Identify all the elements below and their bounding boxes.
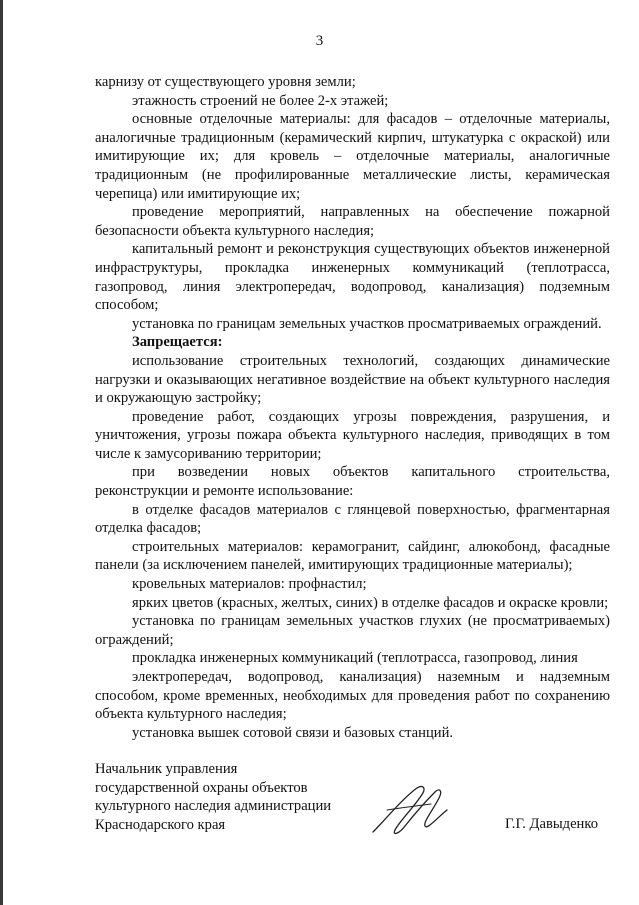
paragraph: установка вышек сотовой связи и базовых станций. [132,724,454,741]
paragraph: установка по границам земельных участков просматриваемых ограждений. [132,315,602,332]
paragraph: этажность строений не более 2-х этажей; [132,92,389,109]
paragraph: прокладка инженерных коммуникаций (теплотрасса, газопровод, линия [132,650,578,667]
paragraph: капитальный ремонт и реконструкция существующих объектов инженерной инфраструктуры, прокладка инженерных коммуникаций (теплотрасса, газопровод, линия электропередач, водопровод, канализация) подземным способом; [95,241,610,314]
paragraph: использование строительных технологий, создающих динамические нагрузки и оказывающих негативное воздействие на объект культурного наследия и окружающую застройку; [95,352,610,407]
paragraph: установка по границам земельных участков глухих (не просматриваемых) ограждений; [95,613,610,648]
signature-block [95,760,610,834]
paragraph: карнизу от существующего уровня земли; [95,74,356,90]
signatory-name: Г.Г. Давыденко [505,816,599,832]
paragraph: ярких цветов (красных, желтых, синих) в отделке фасадов и окраске кровли; [132,594,609,611]
paragraph: электропередач, водопровод, канализация) наземным и надземным способом, кроме временных, необходимых для проведения работ по сохранению объекта культурного наследия; [95,669,610,723]
paragraph: проведение работ, создающих угрозы повреждения, разрушения, и уничтожения, угрозы пожара объекта культурного наследия, приводящих в том числе к замусориванию территории; [95,408,610,462]
section-heading: Запрещается: [132,334,223,351]
paragraph: проведение мероприятий, направленных на обеспечение пожарной безопасности объекта культурного наследия; [95,204,610,239]
document-body [95,73,610,742]
page-number: 3 [315,33,324,49]
signatory-title-line: Краснодарского края [95,816,226,833]
handwritten-signature [365,780,455,840]
signatory-title-line: государственной охраны объектов [95,779,308,796]
page-left-edge [0,0,3,905]
paragraph: строительных материалов: керамогранит, сайдинг, алюкобонд, фасадные панели (за исключением панелей, имитирующих традиционные материалы); [95,538,610,574]
signatory-title-line: культурного наследия администрации [95,798,332,815]
signatory-title-line: Начальник управления [95,761,238,777]
paragraph: в отделке фасадов материалов с глянцевой поверхностью, фрагментарная отделка фасадов; [95,501,610,537]
paragraph: при возведении новых объектов капитального строительства, реконструкции и ремонте использование: [95,464,610,500]
paragraph: основные отделочные материалы: для фасадов – отделочные материалы, аналогичные традиционным (керамический кирпич, штукатурка с окраской) или имитирующие их; для кровель – отделочные материалы, аналогичные традиционным (не профилированные металлические листы, керамическая черепица) или имитирующие их; [95,111,610,202]
paragraph: кровельных материалов: профнастил; [132,576,367,593]
